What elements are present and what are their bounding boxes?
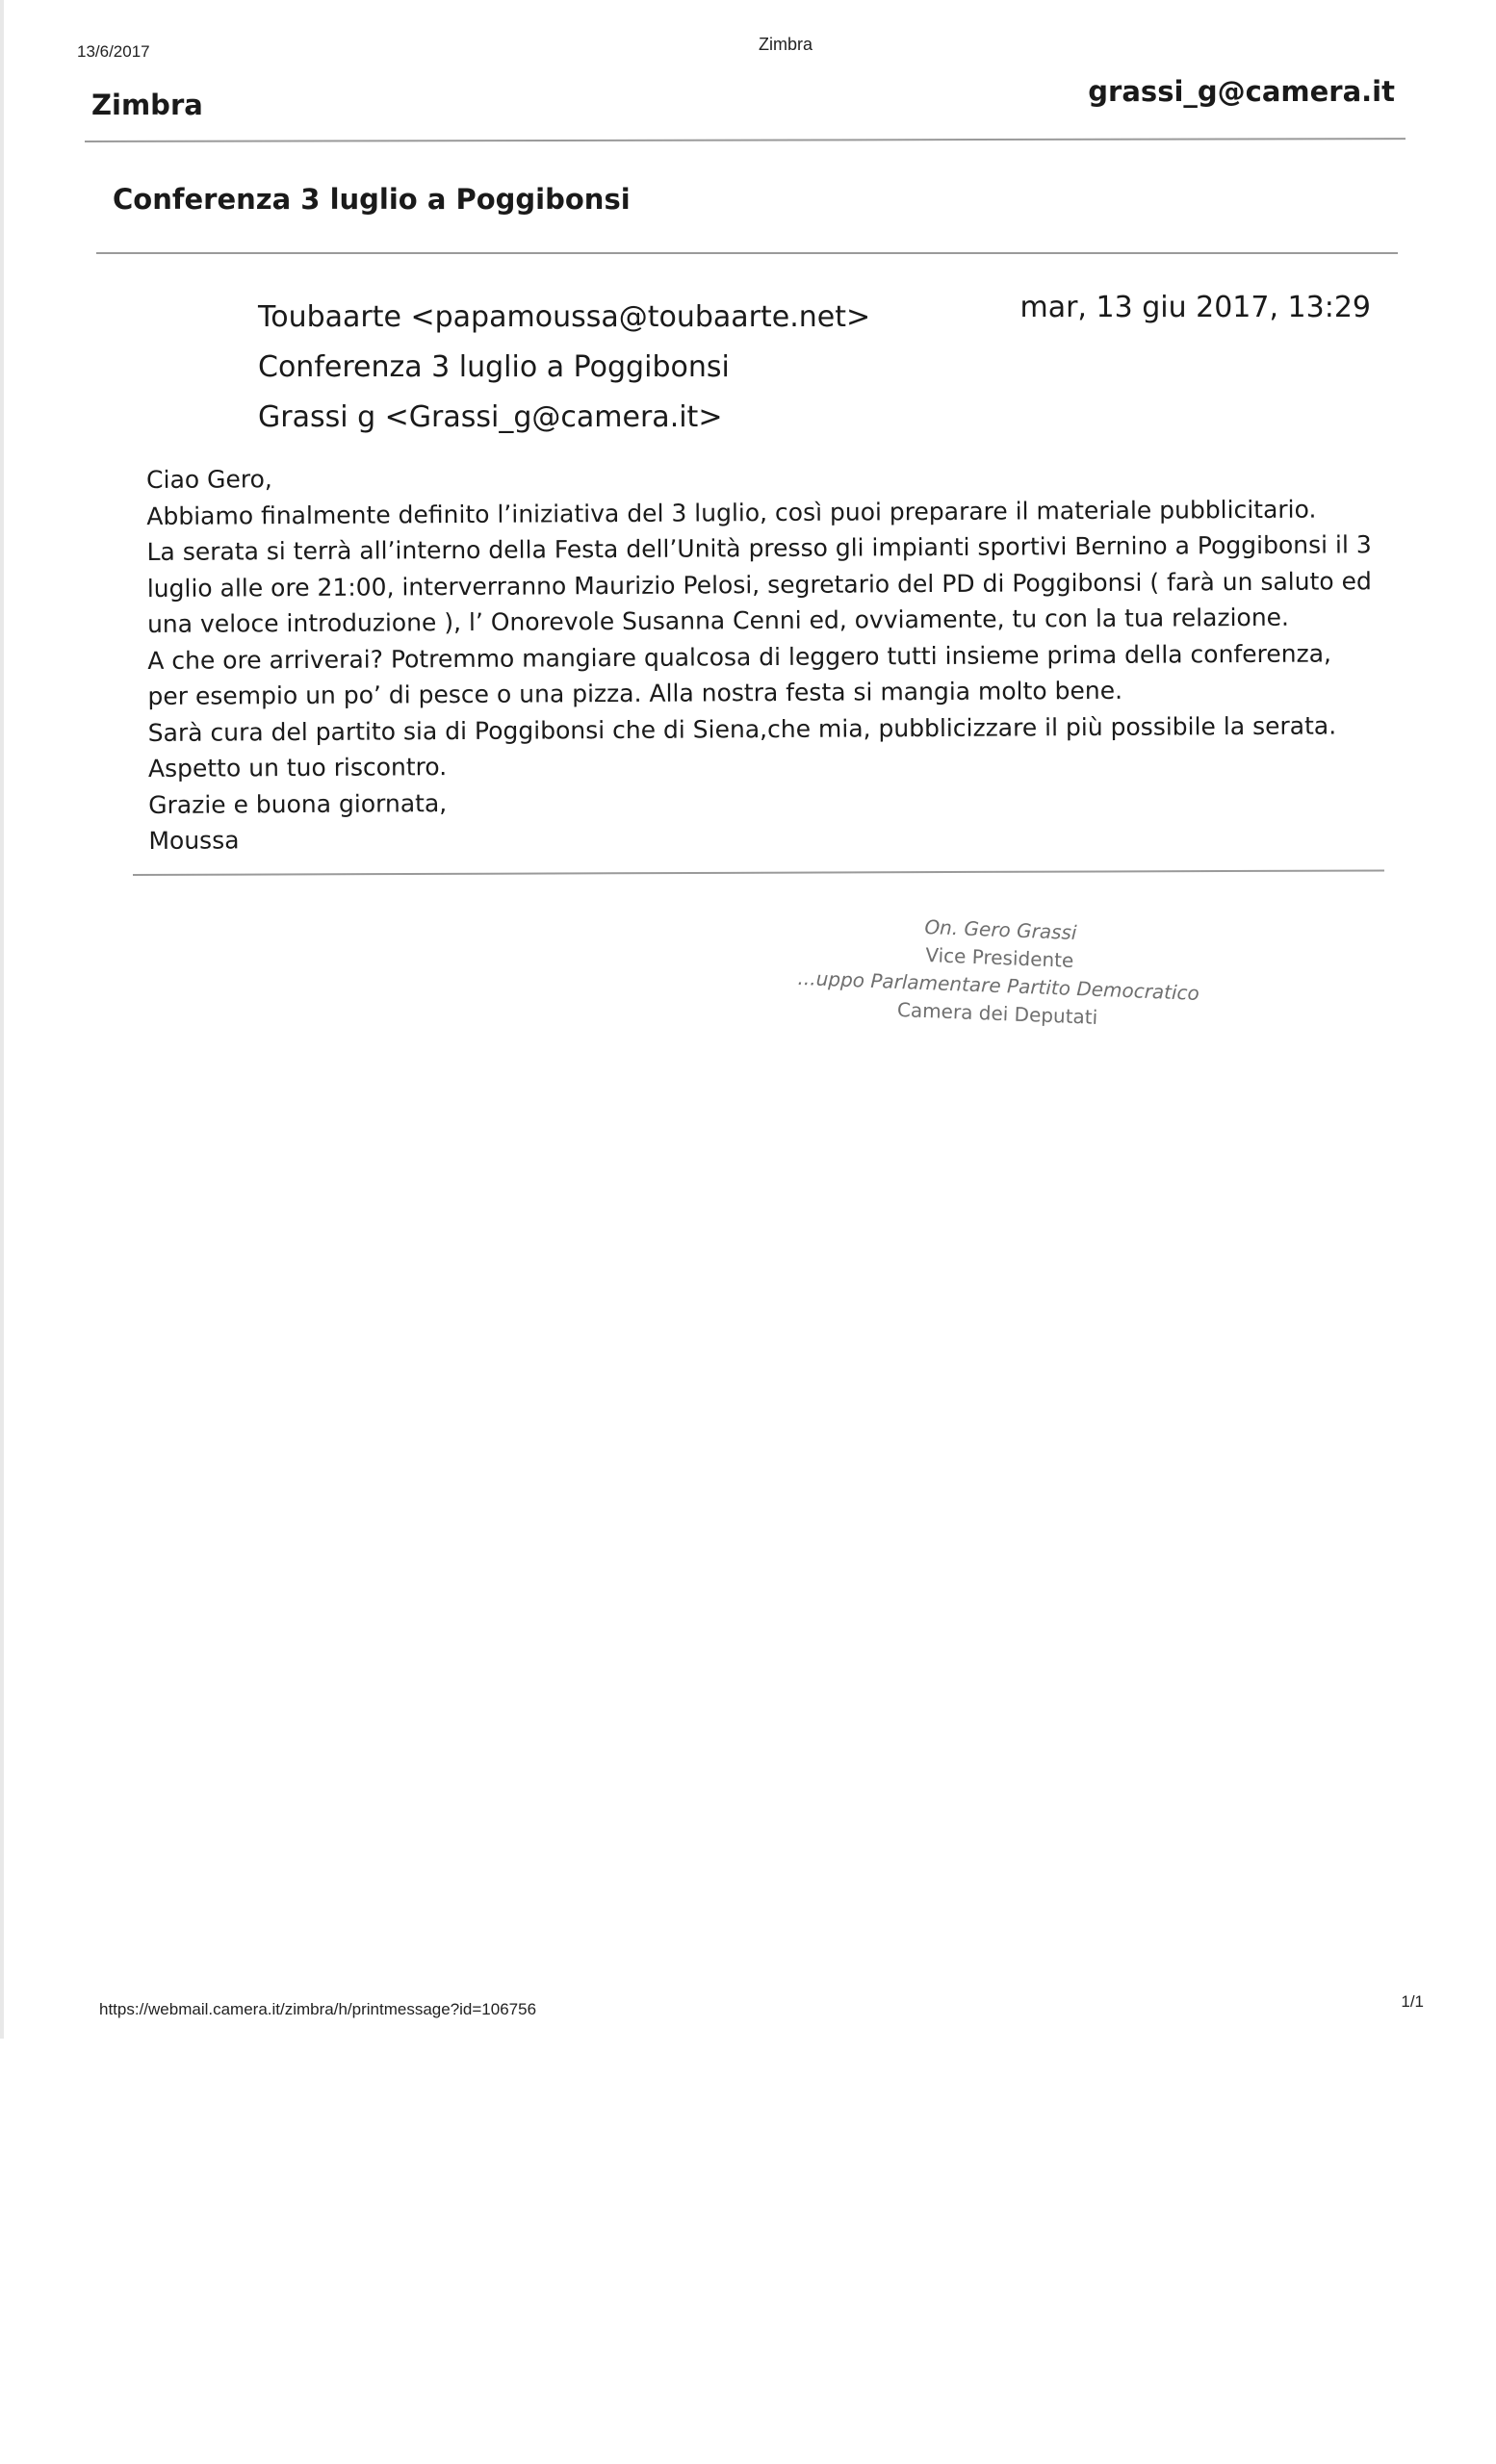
account-email: grassi_g@camera.it	[1088, 75, 1395, 108]
body-line: La serata si terrà all’interno della Festa dell’Unità presso gli impianti sportivi Bernino a Poggibonsi il 3	[146, 530, 1372, 566]
header-divider	[85, 138, 1406, 142]
scan-edge	[0, 0, 4, 2039]
signature-stamp	[747, 907, 1251, 1038]
print-date: 13/6/2017	[77, 42, 150, 61]
body-line: A che ore arriverai? Potremmo mangiare qualcosa di leggero tutti insieme prima della conferenza,	[147, 638, 1332, 675]
from-value: Toubaarte <papamoussa@toubaarte.net>	[258, 300, 871, 334]
print-footer-url: https://webmail.camera.it/zimbra/h/printmessage?id=106756	[99, 2000, 537, 2018]
body-line: una veloce introduzione ), l’ Onorevole Susanna Cenni ed, ovviamente, tu con la tua relazione.	[146, 603, 1290, 638]
message-body	[146, 454, 1400, 859]
app-name: Zimbra	[91, 89, 203, 121]
body-line: Aspetto un tuo riscontro.	[147, 753, 448, 783]
stamp-institution: Camera dei Deputati	[896, 997, 1098, 1029]
print-footer-page: 1/1	[1401, 1992, 1424, 2011]
stamp-group: ...uppo Parlamentare Partito Democratico	[797, 965, 1200, 1005]
message-date: mar, 13 giu 2017, 13:29	[1019, 291, 1371, 324]
subject-value: Conferenza 3 luglio a Poggibonsi	[258, 350, 730, 384]
subject-divider	[96, 252, 1398, 254]
print-title: Zimbra	[759, 35, 813, 54]
body-line: luglio alle ore 21:00, interverranno Maurizio Pelosi, segretario del PD di Poggibonsi ( farà un saluto ed	[146, 566, 1372, 603]
body-line: Grazie e buona giornata,	[148, 788, 448, 819]
body-line: Ciao Gero,	[146, 465, 272, 494]
body-divider	[133, 869, 1384, 876]
body-line: Moussa	[148, 826, 240, 855]
to-value: Grassi g <Grassi_g@camera.it>	[258, 400, 723, 434]
body-line: Sarà cura del partito sia di Poggibonsi che di Siena,che mia, pubblicizzare il più possibile la serata.	[147, 710, 1337, 747]
body-line: per esempio un po’ di pesce o una pizza. Alla nostra festa si mangia molto bene.	[147, 676, 1123, 710]
message-subject-title: Conferenza 3 luglio a Poggibonsi	[113, 183, 631, 216]
stamp-name: On. Gero Grassi	[923, 914, 1077, 945]
body-line: Abbiamo finalmente definito l’iniziativa del 3 luglio, così puoi preparare il materiale pubblicitario.	[146, 495, 1317, 530]
stamp-role: Vice Presidente	[924, 943, 1074, 972]
